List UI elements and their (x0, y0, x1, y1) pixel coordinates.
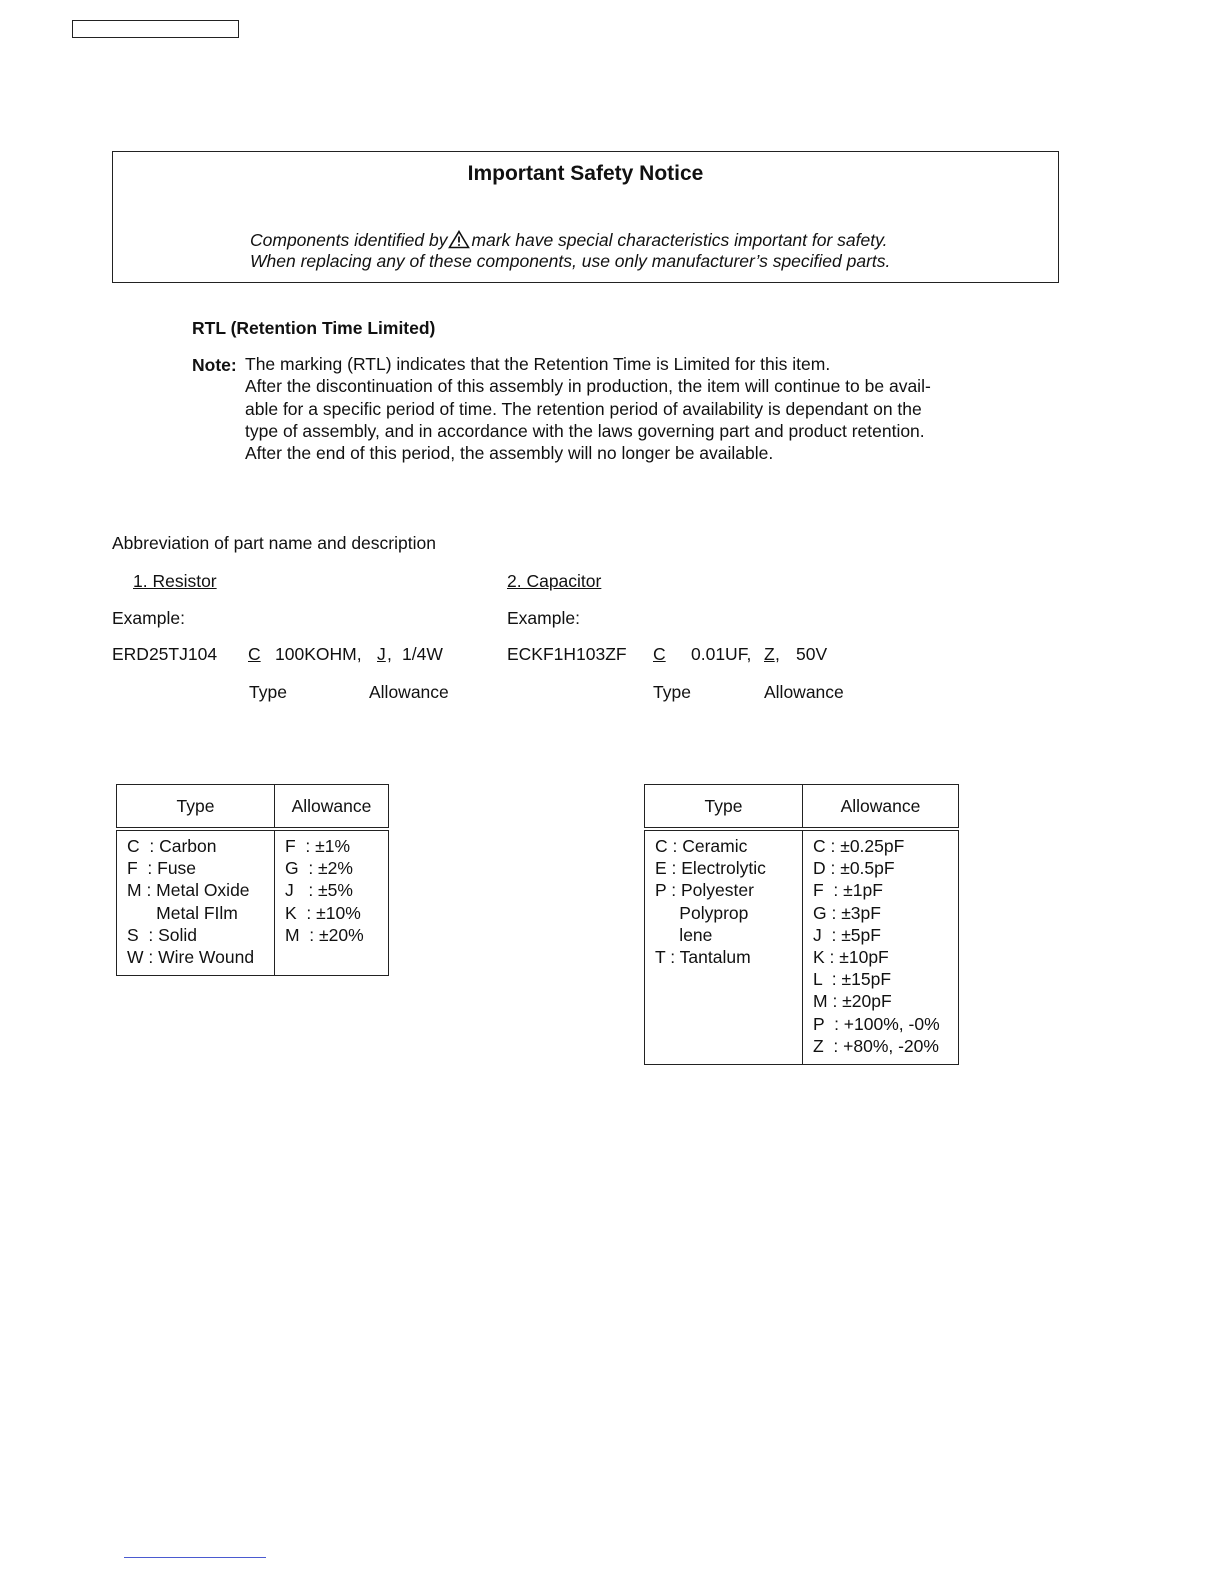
capacitor-allowance-label: Allowance (764, 682, 844, 702)
resistor-example-label: Example: (112, 608, 185, 628)
warning-triangle-icon (448, 230, 470, 252)
list-item: C : Ceramic (655, 836, 748, 856)
list-item: D : ±0.5pF (813, 858, 895, 879)
list-item: L : ±15pF (813, 969, 892, 990)
resistor-type-label: Type (249, 682, 287, 702)
capacitor-type-label: Type (653, 682, 691, 702)
capacitor-section-title: 2. Capacitor (507, 571, 602, 591)
list-item: T : Tantalum (655, 947, 751, 968)
note-line: The marking (RTL) indicates that the Retention Time is Limited for this item. (245, 354, 831, 374)
list-item: Polyprop (655, 902, 749, 923)
note-label: Note: (192, 355, 237, 375)
list-item: C : Carbon (127, 836, 217, 856)
resistor-part-number: ERD25TJ104 (112, 644, 218, 664)
list-item: M : Metal Oxide (127, 880, 250, 901)
safety-line1-start: Components identified by (250, 230, 448, 250)
list-item: Metal FIlm (127, 902, 238, 923)
table-header: Allowance (803, 785, 959, 830)
table-header: Type (645, 785, 803, 830)
list-item: S : Solid (127, 924, 198, 945)
resistor-allowance-label: Allowance (369, 682, 449, 702)
list-item: F : Fuse (127, 858, 197, 879)
capacitor-comma: , (775, 644, 780, 664)
table-header: Allowance (275, 785, 389, 830)
list-item: C : ±0.25pF (813, 836, 905, 856)
resistor-value: 100KOHM, (275, 644, 362, 664)
list-item: P : Polyester (655, 880, 754, 901)
capacitor-code-table (644, 784, 959, 1065)
capacitor-value: 0.01UF, (691, 644, 752, 664)
list-item: K : ±10% (285, 902, 361, 923)
note-line: type of assembly, and in accordance with the laws governing part and product retention. (245, 420, 925, 441)
capacitor-allowance-code: Z (764, 644, 775, 664)
resistor-allowance-code: J (377, 644, 386, 664)
resistor-rating: 1/4W (402, 644, 443, 664)
capacitor-rating: 50V (796, 644, 828, 664)
list-item: J : ±5% (285, 880, 353, 901)
list-item: G : ±2% (285, 858, 353, 879)
table-header: Type (117, 785, 275, 830)
list-item: G : ±3pF (813, 902, 881, 923)
capacitor-allowance-list (803, 829, 959, 1065)
header-box (72, 20, 239, 38)
list-item: F : ±1% (285, 836, 351, 856)
list-item: E : Electrolytic (655, 858, 766, 879)
resistor-section-title: 1. Resistor (133, 571, 217, 591)
abbreviation-heading: Abbreviation of part name and description (112, 533, 436, 553)
safety-line1-end: mark have special characteristics important for safety. (471, 230, 888, 250)
list-item: K : ±10pF (813, 947, 889, 968)
list-item: lene (655, 924, 713, 945)
list-item: P : +100%, -0% (813, 1013, 940, 1034)
resistor-comma: , (387, 644, 392, 664)
safety-notice-title: Important Safety Notice (467, 162, 704, 185)
list-item: W : Wire Wound (127, 947, 255, 968)
safety-notice-text (250, 230, 890, 270)
safety-notice-box (112, 151, 1059, 283)
list-item: M : ±20% (285, 924, 364, 945)
rtl-note-text (245, 353, 931, 464)
safety-line2: When replacing any of these components, use only manufacturer’s specified parts. (250, 251, 891, 271)
rtl-heading: RTL (Retention Time Limited) (192, 318, 436, 338)
resistor-type-code: C (248, 644, 261, 664)
capacitor-type-list (645, 829, 803, 1065)
list-item: M : ±20pF (813, 991, 892, 1012)
note-line: After the discontinuation of this assembly in production, the item will continue to be avail- (245, 376, 931, 397)
resistor-allowance-list (275, 829, 389, 976)
capacitor-type-code: C (653, 644, 666, 664)
list-item: J : ±5pF (813, 924, 881, 945)
capacitor-part-number: ECKF1H103ZF (507, 644, 627, 664)
note-line: able for a specific period of time. The retention period of availability is dependant on the (245, 398, 922, 419)
list-item: Z : +80%, -20% (813, 1035, 939, 1056)
resistor-code-table (116, 784, 389, 976)
list-item: F : ±1pF (813, 880, 883, 901)
capacitor-example-label: Example: (507, 608, 580, 628)
resistor-type-list (117, 829, 275, 976)
note-line: After the end of this period, the assembly will no longer be available. (245, 443, 774, 464)
footer-link-line (124, 1557, 266, 1558)
